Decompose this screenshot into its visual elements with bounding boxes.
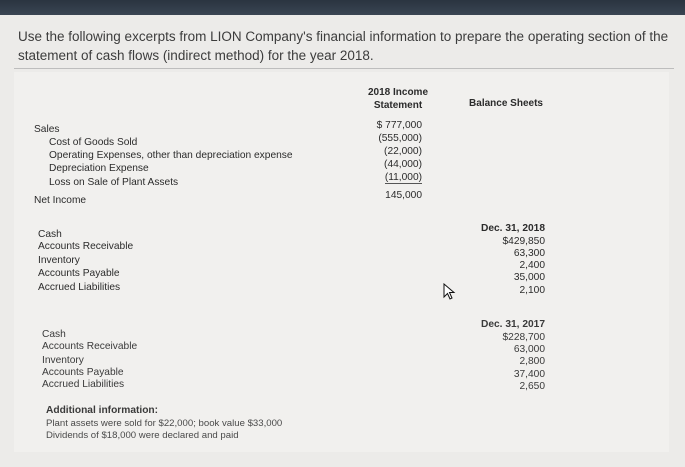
income-label-opex: Operating Expenses, other than depreciation expense bbox=[49, 150, 293, 161]
bs2018-label-ar: Accounts Receivable bbox=[38, 241, 134, 252]
bs2017-label-ar: Accounts Receivable bbox=[42, 341, 138, 352]
mouse-pointer-icon bbox=[443, 283, 457, 301]
bs2017-value-ar: 63,000 bbox=[513, 344, 545, 355]
bs2017-date: Dec. 31, 2017 bbox=[480, 319, 545, 330]
additional-info-title: Additional information: bbox=[46, 405, 159, 416]
income-value-loss bbox=[350, 171, 422, 184]
financial-data-panel bbox=[14, 72, 669, 452]
divider bbox=[14, 68, 674, 69]
browser-top-bar bbox=[0, 0, 685, 16]
bs2018-value-inventory: 2,400 bbox=[519, 260, 545, 271]
income-value-cogs: (555,000) bbox=[378, 133, 422, 144]
bs2018-date: Dec. 31, 2018 bbox=[480, 223, 545, 234]
question-text: Use the following excerpts from LION Company's financial information to prepare the operating section of the statement of cash flows (indirect method) for the year 2018. bbox=[18, 29, 669, 63]
income-label-net: Net Income bbox=[34, 195, 87, 206]
income-label-sales: Sales bbox=[34, 124, 60, 135]
balance-sheets-header: Balance Sheets bbox=[469, 98, 543, 109]
bs2017-value-cash: $228,700 bbox=[502, 332, 545, 343]
income-value-loss-text: (11,000) bbox=[384, 172, 422, 183]
bs2018-label-inventory: Inventory bbox=[38, 255, 80, 266]
bs2018-value-cash: $429,850 bbox=[502, 236, 545, 247]
income-label-loss: Loss on Sale of Plant Assets bbox=[49, 177, 179, 188]
bs2018-value-ap: 35,000 bbox=[513, 272, 545, 283]
bs2018-value-ar: 63,300 bbox=[513, 248, 545, 259]
bs2018-label-cash: Cash bbox=[38, 229, 62, 240]
bs2017-label-cash: Cash bbox=[42, 329, 66, 340]
bs2017-label-inventory: Inventory bbox=[42, 355, 84, 366]
income-statement-header-line2: Statement bbox=[373, 100, 423, 111]
bs2017-value-accrued: 2,650 bbox=[519, 381, 545, 392]
income-statement-header-line1: 2018 Income bbox=[367, 87, 429, 98]
income-value-net: 145,000 bbox=[385, 190, 422, 201]
income-label-depreciation: Depreciation Expense bbox=[49, 163, 149, 174]
additional-info-line2: Dividends of $18,000 were declared and paid bbox=[46, 430, 239, 441]
bs2017-label-ap: Accounts Payable bbox=[42, 367, 124, 378]
bs2017-label-accrued: Accrued Liabilities bbox=[42, 379, 125, 390]
income-value-sales: $ 777,000 bbox=[376, 120, 422, 131]
income-value-opex: (22,000) bbox=[384, 146, 422, 157]
bs2017-value-inventory: 2,800 bbox=[519, 356, 545, 367]
income-value-depreciation: (44,000) bbox=[384, 159, 422, 170]
bs2018-label-accrued: Accrued Liabilities bbox=[38, 282, 121, 293]
bs2018-label-ap: Accounts Payable bbox=[38, 268, 120, 279]
additional-info-line1: Plant assets were sold for $22,000; book value $33,000 bbox=[46, 418, 283, 429]
income-label-cogs: Cost of Goods Sold bbox=[49, 137, 138, 148]
bs2017-value-ap: 37,400 bbox=[513, 369, 545, 380]
bs2018-value-accrued: 2,100 bbox=[519, 285, 545, 296]
